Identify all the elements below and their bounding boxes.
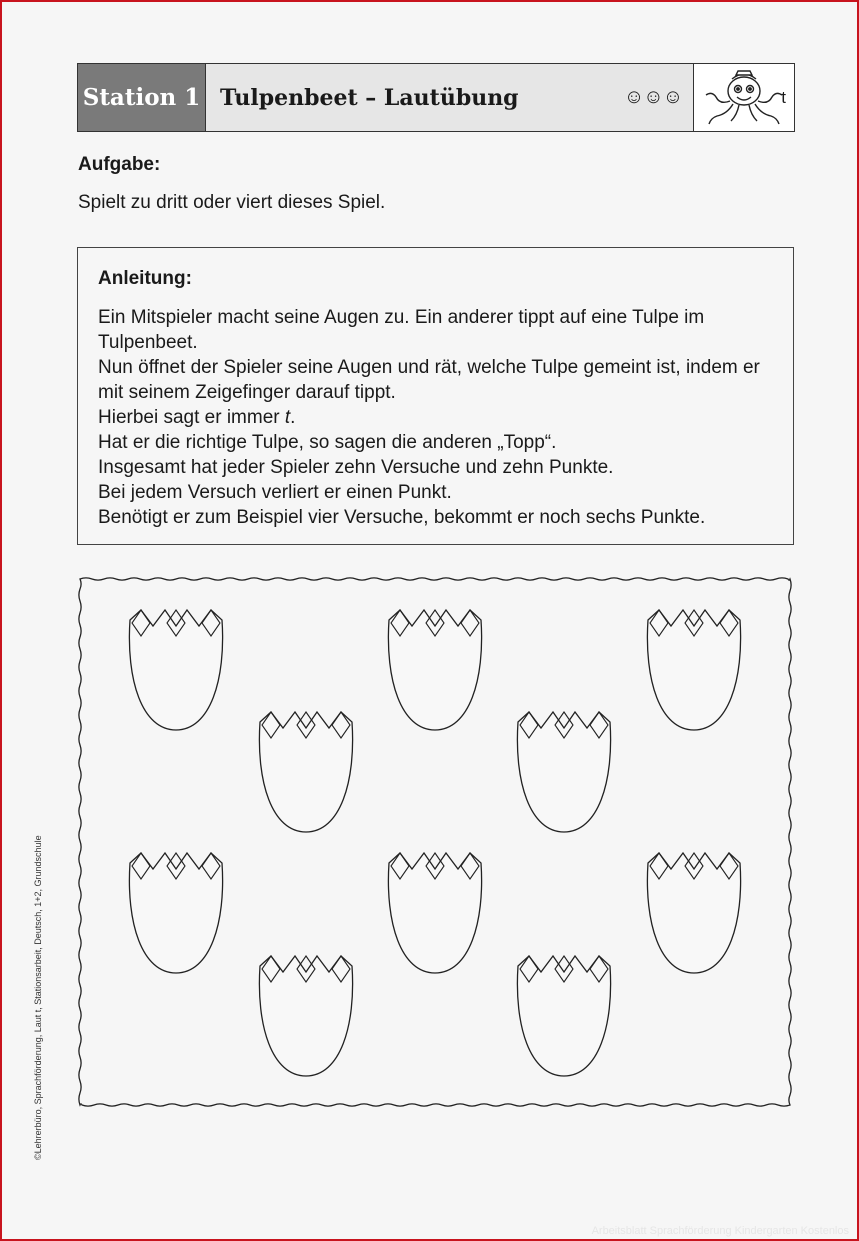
octopus-icon (704, 67, 784, 129)
station-header (77, 63, 795, 132)
tulip-outline (388, 610, 481, 730)
instructions-box (77, 247, 794, 545)
tulip[interactable] (517, 712, 610, 832)
watermark: Arbeitsblatt Sprachförderung Kindergarten Kostenlos (591, 1225, 849, 1237)
copyright-note: ©Lehrerbüro, Sprachförderung, Laut t, Stationsarbeit, Deutsch, 1+2, Grundschule (33, 835, 43, 1160)
instruction-line: Benötigt er zum Beispiel vier Versuche, bekommt er noch sechs Punkte. (98, 507, 706, 528)
instructions-body (98, 305, 778, 530)
instruction-text: Hierbei sagt er immer (98, 407, 285, 428)
tulip-outline (517, 712, 610, 832)
tulip[interactable] (129, 853, 222, 973)
worksheet-title: Tulpenbeet – Lautübung (220, 84, 519, 111)
tulip-outline (259, 956, 352, 1076)
tulip-outline (647, 610, 740, 730)
instruction-line (98, 405, 778, 430)
instructions-heading: Anleitung: (98, 268, 192, 289)
tulip[interactable] (647, 853, 740, 973)
tulip-outline (517, 956, 610, 1076)
tulip-outline (647, 853, 740, 973)
tulip[interactable] (388, 610, 481, 730)
tulip[interactable] (259, 956, 352, 1076)
tulip[interactable] (517, 956, 610, 1076)
difficulty-smileys: ☺☺☺ (623, 86, 683, 108)
octopus-mascot (693, 64, 794, 131)
tulip-outline (129, 853, 222, 973)
instruction-line: Ein Mitspieler macht seine Augen zu. Ein anderer tippt auf eine Tulpe im Tulpenbeet. (98, 307, 705, 353)
instruction-line: Insgesamt hat jeder Spieler zehn Versuche und zehn Punkte. (98, 457, 614, 478)
instruction-line: Hat er die richtige Tulpe, so sagen die anderen „Topp“. (98, 432, 557, 453)
station-label: Station 1 (78, 64, 206, 131)
tulip[interactable] (647, 610, 740, 730)
instruction-text: . (290, 407, 296, 428)
instruction-line: Nun öffnet der Spieler seine Augen und rät, welche Tulpe gemeint ist, indem er mit seinem Zeigefinger darauf tippt. (98, 357, 760, 403)
tulip-outline (259, 712, 352, 832)
tulip[interactable] (388, 853, 481, 973)
tulip-outline (388, 853, 481, 973)
tulip[interactable] (259, 712, 352, 832)
tulip-bed (74, 573, 796, 1113)
tulip[interactable] (129, 610, 222, 730)
task-heading: Aufgabe: (78, 154, 161, 175)
tulip-outline (129, 610, 222, 730)
instruction-sound-letter: t (284, 407, 291, 428)
sound-letter: t (781, 88, 786, 107)
instruction-line: Bei jedem Versuch verliert er einen Punkt. (98, 482, 452, 503)
task-text: Spielt zu dritt oder viert dieses Spiel. (78, 192, 386, 213)
